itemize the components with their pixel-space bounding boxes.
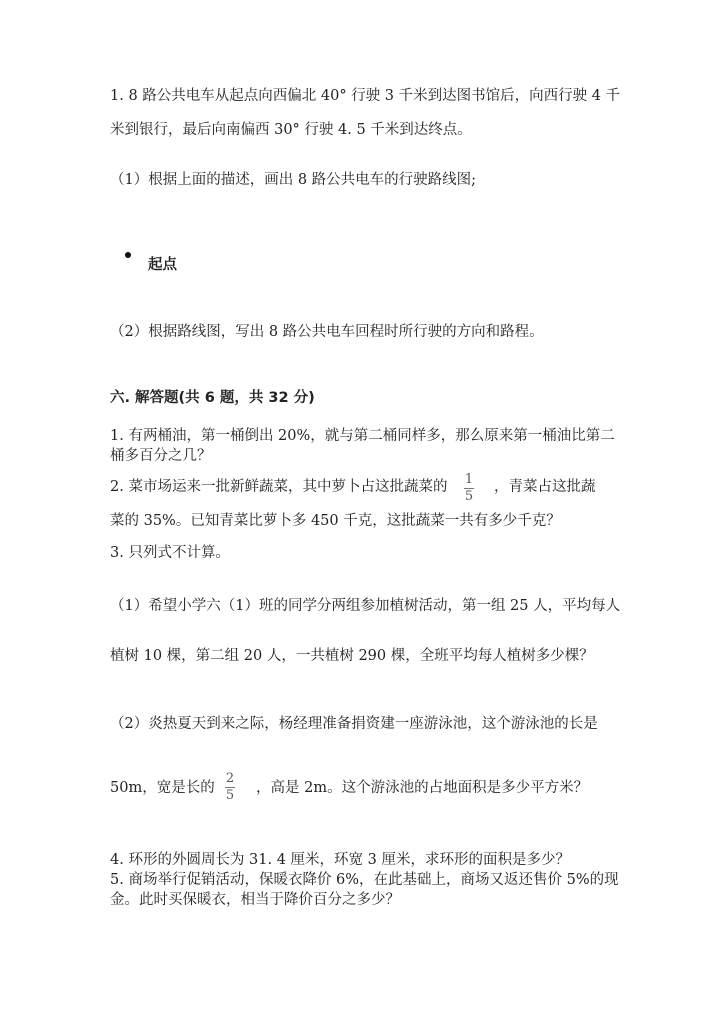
- section-heading: 六. 解答题(共 6 题，共 32 分): [110, 390, 315, 406]
- problem-1-line-1: 1. 8 路公共电车从起点向西偏北 40° 行驶 3 千米到达图书馆后，向西行驶 4 千: [110, 88, 621, 104]
- fraction-numerator: 1: [464, 472, 474, 487]
- fraction-two-fifths: [225, 772, 235, 803]
- problem-2-5-line-2: 金。此时买保暖衣，相当于降价百分之多少？: [110, 892, 400, 908]
- fraction-one-fifth: [464, 473, 474, 504]
- problem-2-1-line-1: 1. 有两桶油，第一桶倒出 20%，就与第二桶同样多，那么原来第一桶油比第二: [110, 428, 615, 444]
- problem-2-3-q2-line-1: （2）炎热夏天到来之际，杨经理准备捐资建一座游泳池，这个游泳池的长是: [110, 716, 598, 732]
- start-point-label: 起点: [148, 257, 177, 273]
- problem-2-1-line-2: 桶多百分之几？: [110, 448, 212, 464]
- problem-2-4: 4. 环形的外圆周长为 31. 4 厘米，环宽 3 厘米，求环形的面积是多少？: [110, 852, 570, 868]
- fraction-denominator: 5: [225, 788, 235, 803]
- question-1-1: （1）根据上面的描述，画出 8 路公共电车的行驶路线图;: [110, 172, 477, 188]
- problem-2-3-q2-line-2-post: ，高是 2m。这个游泳池的占地面积是多少平方米？: [256, 780, 589, 796]
- problem-2-3-q1-line-2: 植树 10 棵，第二组 20 人，一共植树 290 棵，全班平均每人植树多少棵？: [110, 648, 594, 664]
- problem-2-5-line-1: 5. 商场举行促销活动，保暖衣降价 6%，在此基础上，商场又返还售价 5%的现: [110, 872, 619, 888]
- question-1-2: （2）根据路线图，写出 8 路公共电车回程时所行驶的方向和路程。: [110, 324, 544, 340]
- problem-2-3-q1-line-1: （1）希望小学六（1）班的同学分两组参加植树活动，第一组 25 人，平均每人: [110, 598, 621, 614]
- problem-2-3: 3. 只列式不计算。: [110, 545, 230, 561]
- problem-2-2-line-1-pre: 2. 菜市场运来一批新鲜蔬菜，其中萝卜占这批蔬菜的: [110, 479, 448, 495]
- fraction-numerator: 2: [225, 771, 235, 786]
- problem-2-2-line-2: 菜的 35%。已知青菜比萝卜多 450 千克，这批蔬菜一共有多少千克？: [110, 513, 561, 529]
- fraction-denominator: 5: [464, 489, 474, 504]
- problem-2-2-line-1-post: ，青菜占这批蔬: [494, 479, 596, 495]
- problem-2-3-q2-line-2-pre: 50m，宽是长的: [110, 780, 215, 796]
- problem-1-line-2: 米到银行，最后向南偏西 30° 行驶 4. 5 千米到达终点。: [110, 122, 472, 138]
- start-point-dot: [125, 252, 131, 258]
